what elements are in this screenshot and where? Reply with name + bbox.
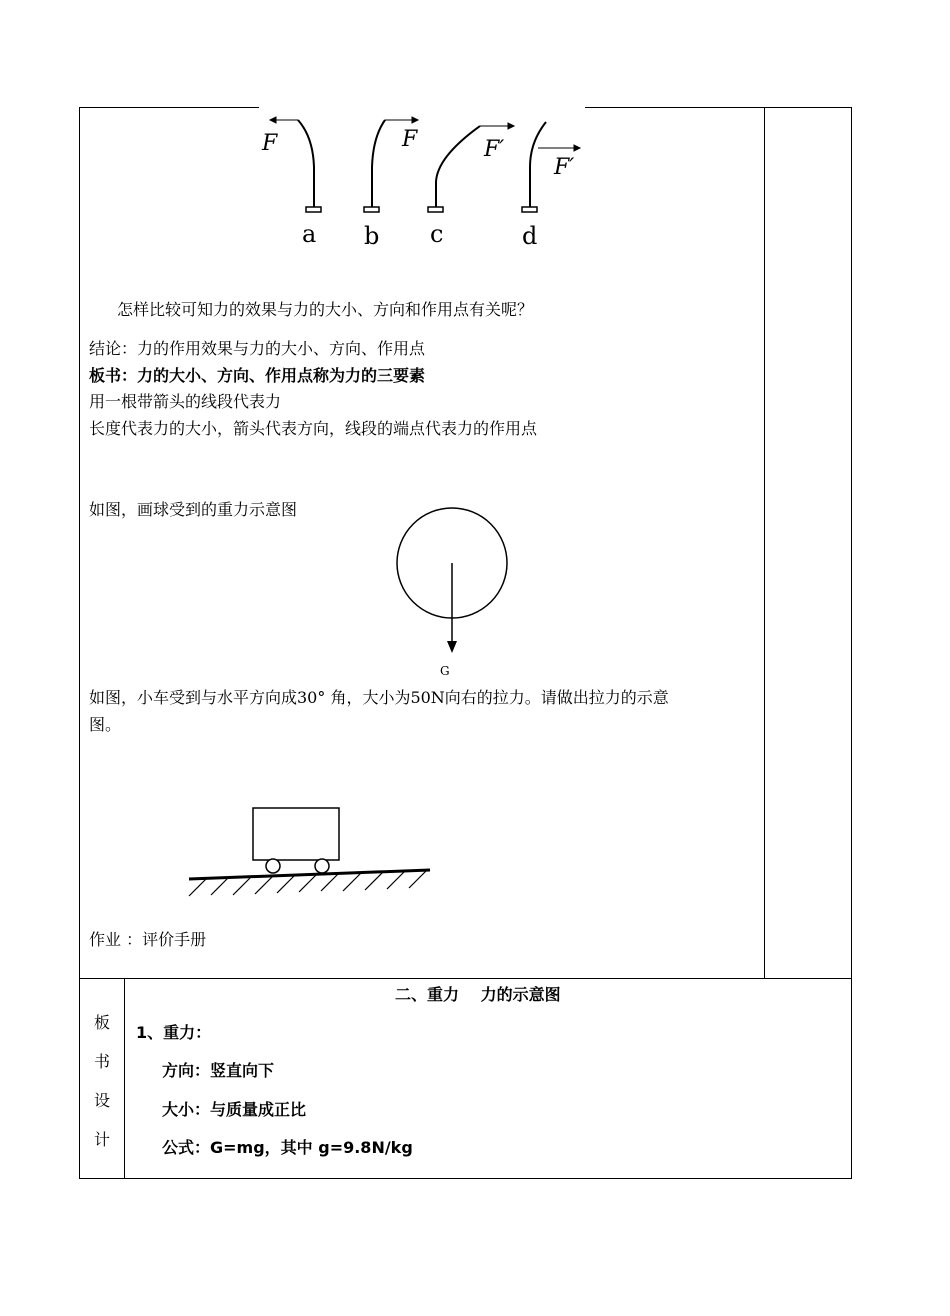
gravity-arrow-head bbox=[447, 641, 457, 653]
table-top-border-right bbox=[585, 107, 852, 108]
arrow-representation-text: 用一根带箭头的线段代表力 bbox=[89, 392, 282, 411]
ground-line bbox=[189, 870, 430, 879]
board-magnitude: 大小：与质量成正比 bbox=[162, 1100, 307, 1119]
base-c bbox=[428, 207, 443, 212]
conclusion-text: 结论：力的作用效果与力的大小、方向、作用点 bbox=[89, 339, 426, 358]
base-b bbox=[364, 207, 379, 212]
rod-label-a: a bbox=[302, 220, 317, 248]
board-note-text: 板书：力的大小、方向、作用点称为力的三要素 bbox=[89, 366, 426, 385]
ball-gravity-figure bbox=[390, 503, 520, 683]
rod-c bbox=[436, 126, 480, 207]
table-bottom-border bbox=[79, 1178, 852, 1179]
cart-body bbox=[253, 808, 339, 860]
cart-wheel-left bbox=[266, 859, 280, 873]
gravity-exercise-text: 如图，画球受到的重力示意图 bbox=[89, 500, 298, 519]
rod-label-c: c bbox=[430, 220, 444, 248]
homework-text: 作业 ：评价手册 bbox=[89, 930, 207, 949]
board-title: 二、重力 力的示意图 bbox=[395, 985, 561, 1004]
force-label-c: F′ bbox=[484, 137, 505, 162]
rod-label-d: d bbox=[522, 222, 538, 250]
table-right-border bbox=[851, 107, 852, 1179]
board-side-divider bbox=[124, 978, 125, 1179]
rod-label-b: b bbox=[364, 222, 380, 250]
cart-wheel-right bbox=[315, 859, 329, 873]
gravity-label: G bbox=[440, 664, 450, 678]
table-row-divider bbox=[79, 978, 852, 979]
question-text: 怎样比较可知力的效果与力的大小、方向和作用点有关呢？ bbox=[117, 300, 534, 319]
base-a bbox=[306, 207, 321, 212]
board-side-char-4: 计 bbox=[93, 1130, 110, 1149]
force-label-b: F bbox=[402, 127, 418, 152]
arrow-meaning-text: 长度代表力的大小，箭头代表方向，线段的端点代表力的作用点 bbox=[89, 419, 538, 438]
cart-exercise-text-line2: 图。 bbox=[89, 715, 122, 734]
board-direction: 方向：竖直向下 bbox=[162, 1061, 275, 1080]
force-label-d: F′ bbox=[554, 155, 575, 180]
base-d bbox=[522, 207, 537, 212]
rod-d bbox=[530, 122, 546, 207]
bending-rods-figure bbox=[250, 112, 590, 257]
force-label-a: F bbox=[262, 131, 278, 156]
cart-exercise-text-line1: 如图，小车受到与水平方向成30° 角，大小为50N向右的拉力。请做出拉力的示意 bbox=[89, 688, 669, 707]
board-side-char-1: 板 bbox=[93, 1013, 110, 1032]
table-inner-column-divider bbox=[764, 107, 765, 979]
board-side-char-3: 设 bbox=[93, 1091, 110, 1110]
cart-figure bbox=[185, 800, 435, 900]
rod-a bbox=[298, 120, 314, 207]
board-side-char-2: 书 bbox=[93, 1052, 110, 1071]
rod-b bbox=[372, 120, 385, 207]
board-item-gravity: 1、重力： bbox=[136, 1023, 212, 1042]
table-top-border-left bbox=[79, 107, 259, 108]
board-formula: 公式：G=mg，其中 g=9.8N/kg bbox=[162, 1138, 413, 1157]
